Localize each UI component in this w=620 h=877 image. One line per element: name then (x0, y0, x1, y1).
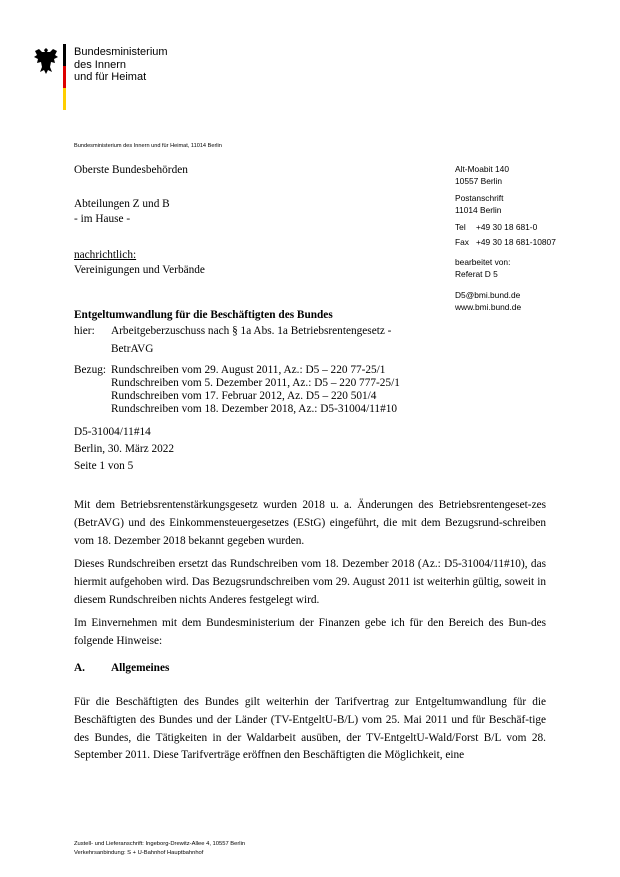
online-contact (455, 290, 521, 313)
postal-label: Postanschrift (455, 193, 504, 203)
hier-line-2: BetrAVG (111, 343, 154, 355)
recipient-2: Abteilungen Z und B (74, 198, 170, 210)
section-letter: A. (74, 662, 85, 674)
fax-label: Fax (455, 237, 469, 247)
contact-address (455, 164, 509, 187)
footer-transport: Verkehrsanbindung: S + U-Bahnhof Hauptbahnhof (74, 849, 204, 856)
flag-red (63, 66, 66, 88)
document-date: Berlin, 30. März 2022 (74, 443, 175, 455)
flag-black (63, 44, 66, 66)
footer (74, 840, 245, 857)
subject-title: Entgeltumwandlung für die Beschäftigten des Bundes (74, 309, 333, 321)
flag-bar (63, 44, 66, 110)
bezug-line: Rundschreiben vom 18. Dezember 2018, Az.: D5-31004/11#10 (111, 403, 398, 415)
ministry-name (74, 46, 168, 84)
hier-label: hier: (74, 325, 95, 337)
postal-value: 11014 Berlin (455, 204, 502, 215)
cc-value: Vereinigungen und Verbände (74, 264, 205, 276)
cc-label: nachrichtlich: (74, 249, 137, 261)
sender-line: Bundesministerium des Innern und für Heimat, 11014 Berlin (74, 143, 222, 149)
fax (455, 237, 556, 249)
web-link[interactable]: www.bmi.bund.de (455, 301, 522, 312)
footer-address: Zustell- und Lieferanschrift: Ingeborg-Drewitz-Allee 4, 10557 Berlin (74, 841, 246, 847)
tel-value: +49 30 18 681-0 (476, 222, 538, 232)
tel-label: Tel (455, 222, 466, 232)
address-street: Alt-Moabit 140 (455, 164, 509, 174)
bezug-line: Rundschreiben vom 17. Februar 2012, Az. D5 – 220 501/4 (111, 390, 377, 402)
postal-address (455, 193, 503, 216)
bezug-line: Rundschreiben vom 5. Dezember 2011, Az.: D5 – 220 777-25/1 (111, 377, 400, 389)
fax-value: +49 30 18 681-10807 (476, 237, 556, 247)
ministry-line: des Innern (74, 58, 126, 71)
hier-line-1: Arbeitgeberzuschuss nach § 1a Abs. 1a Betriebsrentengesetz - (111, 325, 392, 337)
page-number: Seite 1 von 5 (74, 460, 134, 472)
recipient-1: Oberste Bundesbehörden (74, 164, 188, 176)
ministry-line: Bundesministerium (74, 46, 168, 58)
section-paragraph: Für die Beschäftigten des Bundes gilt weiterhin der Tarifvertrag zur Entgeltumwandlung für die Beschäftigten des Bundes und der Länder (TV-EntgeltU-B/L) vom 25. Mai 2011 und für Beschäf-tige des Bundes, die Tätigkeiten in der Waldarbeit ausüben, der TV-EntgeltU-Wald/Forst B/L vom 28. September 2011. Diese Tarifverträge eröffnen den Beschäftigten die Möglichkeit, eine (74, 696, 546, 762)
handled-label: bearbeitet von: (455, 257, 511, 267)
recipient-3: - im Hause - (74, 213, 131, 225)
paragraph-1: Mit dem Betriebsrentenstärkungsgesetz wurden 2018 u. a. Änderungen des Betriebsrentengeset-zes (BetrAVG) und des Einkommensteuergesetzes (EStG) eingeführt, die mit dem Bezugsrund-schreiben vom 18. Dezember 2018 bekannt gegeben wurden. (74, 499, 546, 547)
bezug-line: Rundschreiben vom 29. August 2011, Az.: D5 – 220 77-25/1 (111, 364, 386, 376)
handled-value: Referat D 5 (455, 268, 498, 279)
federal-eagle-logo (33, 46, 59, 76)
email-link[interactable]: D5@bmi.bund.de (455, 290, 521, 300)
phone (455, 222, 537, 234)
address-city: 10557 Berlin (455, 175, 503, 186)
section-title: Allgemeines (111, 662, 170, 674)
reference-number: D5-31004/11#14 (74, 426, 151, 438)
section-heading (74, 662, 169, 674)
ministry-line: und für Heimat (74, 71, 147, 83)
bezug-label: Bezug: (74, 364, 106, 376)
flag-gold (63, 88, 66, 110)
paragraph-2: Dieses Rundschreiben ersetzt das Rundschreiben vom 18. Dezember 2018 (Az.: D5-31004/11#10), das hiermit aufgehoben wird. Das Bezugsrundschreiben vom 29. August 2011 ist weiterhin gültig, soweit in diesem Rundschreiben nichts Anderes festgelegt wird. (74, 558, 546, 606)
document-meta (74, 424, 174, 475)
paragraph-3: Im Einvernehmen mit dem Bundesministerium der Finanzen gebe ich für den Bereich des Bun-des folgende Hinweise: (74, 617, 546, 647)
handled-by (455, 257, 510, 280)
